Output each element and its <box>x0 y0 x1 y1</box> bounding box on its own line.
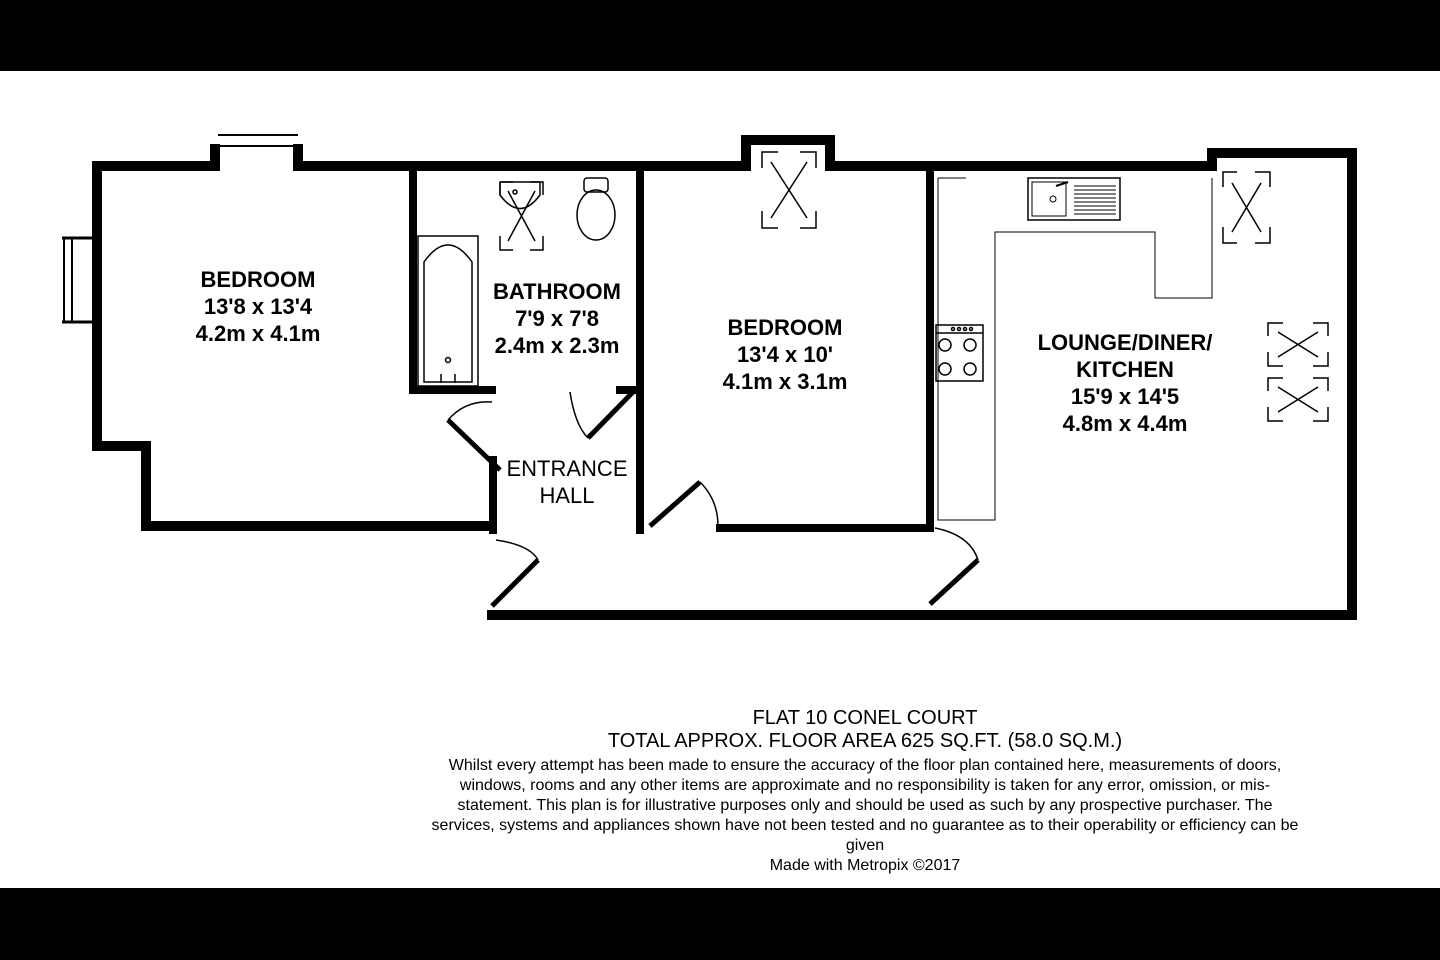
bedroom2-imperial: 13'4 x 10' <box>736 342 834 367</box>
skylight-bathroom <box>500 182 543 250</box>
metropix-credit: Made with Metropix ©2017 <box>769 857 961 874</box>
lounge-label <box>1010 329 1240 437</box>
bedroom2-metric: 4.1m x 3.1m <box>722 369 848 394</box>
skylight-lounge-2 <box>1268 323 1328 366</box>
plan-footer <box>430 707 1300 876</box>
bathroom-imperial: 7'9 x 7'8 <box>515 306 599 331</box>
bathroom-name: BATHROOM <box>493 279 621 304</box>
lounge-metric: 4.8m x 4.4m <box>1062 411 1188 436</box>
drainer-grooves <box>1074 186 1116 214</box>
bathroom-metric: 2.4m x 2.3m <box>494 333 620 358</box>
bedroom1-metric: 4.2m x 4.1m <box>195 321 321 346</box>
skylight-lounge-3 <box>1268 378 1328 421</box>
lounge-name-line1: LOUNGE/DINER/ <box>1037 330 1213 355</box>
hall-line1: ENTRANCE <box>506 456 628 481</box>
bedroom1-name: BEDROOM <box>200 267 316 292</box>
bathroom-label <box>467 278 647 359</box>
floor-area: TOTAL APPROX. FLOOR AREA 625 SQ.FT. (58.0 SQ.M.) <box>607 730 1123 752</box>
bedroom2-name: BEDROOM <box>727 315 843 340</box>
disclaimer-text: Whilst every attempt has been made to ensure the accuracy of the floor plan contained here, measurements of doors, windows, rooms and any other items are approximate and no responsibility is taken for any error, omission, or mis-statement. This plan is for illustrative purposes only and should be used as such by any prospective purchaser. The services, systems and appliances shown have not been tested and no guarantee as to their operability or efficiency can be given <box>431 757 1299 854</box>
toilet <box>577 178 615 240</box>
lounge-imperial: 15'9 x 14'5 <box>1070 384 1180 409</box>
bedroom2-label <box>695 314 875 395</box>
property-name: FLAT 10 CONEL COURT <box>752 707 978 729</box>
hall-line2: HALL <box>539 483 595 508</box>
bedroom1-label <box>168 266 348 347</box>
bathroom-sink <box>500 182 540 209</box>
skylight-bedroom2 <box>762 152 816 228</box>
skylight-lounge-1 <box>1223 172 1270 243</box>
entrance-hall-label <box>497 455 637 509</box>
hob <box>936 325 983 381</box>
bedroom1-imperial: 13'8 x 13'4 <box>203 294 313 319</box>
lounge-name-line2: KITCHEN <box>1076 357 1174 382</box>
